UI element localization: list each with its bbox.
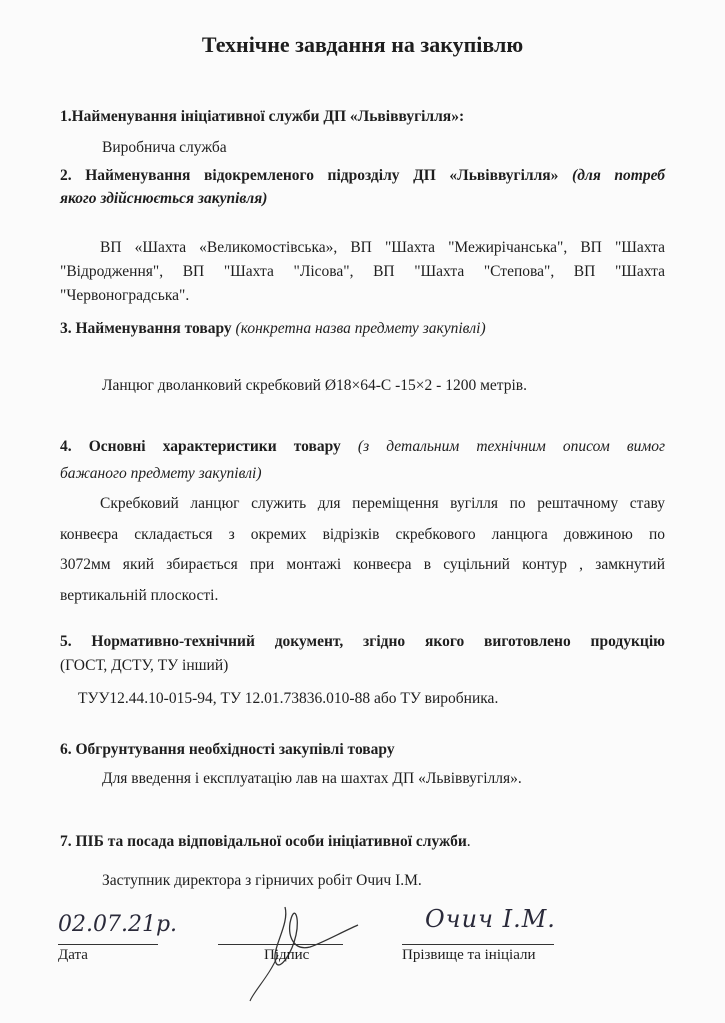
section-3-heading bbox=[60, 320, 486, 338]
section-3-value: Ланцюг дволанковий скребковий Ø18×64-С -15×2 - 1200 метрів. bbox=[102, 377, 527, 394]
section-1-value: Виробнича служба bbox=[102, 139, 227, 156]
section-6-heading: 6. Обгрунтування необхідності закупівлі товару bbox=[60, 741, 395, 758]
section-5-heading: 5. Нормативно-технічний документ, згідно якого виготовлено продукцію bbox=[60, 633, 665, 650]
section-2-heading-italic-a: (для потреб bbox=[572, 167, 665, 184]
section-3-heading-bold: 3. Найменування товару bbox=[60, 320, 232, 337]
section-4-heading-bold: 4. Основні характеристики товару bbox=[60, 438, 341, 455]
name-label: Прізвище та ініціали bbox=[402, 947, 536, 963]
section-2-heading-bold: 2. Найменування відокремленого підрозділу ДП «Львіввугілля» bbox=[60, 167, 559, 184]
handwritten-name: Очич І.М. bbox=[425, 905, 556, 933]
section-5-value: ТУУ12.44.10-015-94, ТУ 12.01.73836.010-88 або ТУ виробника. bbox=[78, 690, 499, 707]
date-label: Дата bbox=[58, 947, 88, 963]
page-title: Технічне завдання на закупівлю bbox=[201, 32, 524, 57]
section-4-line-2: конвеєра складається з окремих відрізків скребкового ланцюга довжиною по bbox=[60, 526, 665, 543]
section-7-heading-text: 7. ПІБ та посада відповідальної особи ініціативної служби bbox=[60, 833, 467, 850]
section-2-heading-italic-b: якого здійснюється закупівля) bbox=[60, 190, 268, 207]
section-2-line-3: "Червоноградська". bbox=[60, 287, 190, 304]
section-7-heading bbox=[60, 833, 471, 851]
section-2-heading bbox=[60, 167, 665, 185]
signature-line bbox=[218, 944, 343, 945]
section-7-heading-dot: . bbox=[466, 833, 471, 850]
section-5-subheading: (ГОСТ, ДСТУ, ТУ інший) bbox=[60, 657, 229, 674]
section-4-line-3: 3072мм який збирається при монтажі конвеєра в суцільний контур , замкнутий bbox=[60, 556, 665, 573]
section-2-line-1: ВП «Шахта «Великомостівська», ВП "Шахта "Межирічанська", ВП "Шахта bbox=[100, 239, 665, 256]
section-4-heading-italic-a: (з детальним технічним описом вимог bbox=[357, 438, 666, 455]
section-2-line-2: "Відродження", ВП "Шахта "Лісова", ВП "Шахта "Степова", ВП "Шахта bbox=[60, 263, 665, 280]
section-3-heading-italic: (конкретна назва предмету закупівлі) bbox=[235, 320, 486, 337]
date-line bbox=[58, 944, 158, 945]
section-7-value: Заступник директора з гірничих робіт Очич І.М. bbox=[102, 872, 422, 889]
name-line bbox=[402, 944, 554, 945]
section-4-line-4: вертикальній плоскості. bbox=[60, 587, 219, 604]
section-4-line-1: Скребковий ланцюг служить для переміщення вугілля по рештачному ставу bbox=[100, 495, 665, 512]
section-4-heading bbox=[60, 438, 665, 456]
signature-label: Підпис bbox=[264, 947, 310, 963]
section-1-heading: 1.Найменування ініціативної служби ДП «Львіввугілля»: bbox=[60, 108, 465, 125]
handwritten-date: 02.07.21р. bbox=[58, 912, 178, 937]
section-6-value: Для введення і експлуатацію лав на шахтах ДП «Львіввугілля». bbox=[102, 770, 522, 787]
section-4-heading-italic-b: бажаного предмету закупівлі) bbox=[60, 465, 262, 482]
